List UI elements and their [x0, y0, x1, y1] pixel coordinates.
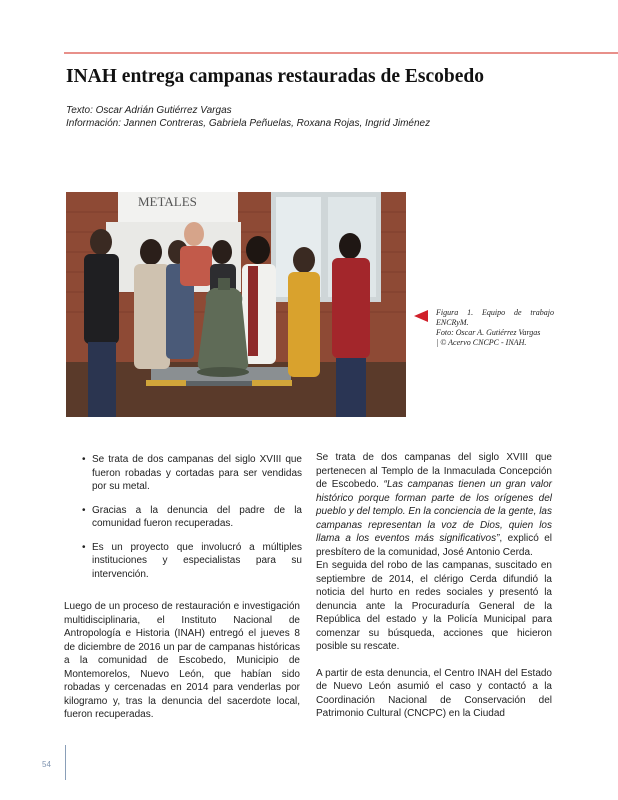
- list-item: • Es un proyecto que involucró a múltiples instituciones y especialistas para su intervención.: [82, 541, 302, 582]
- priest-quote: “Las campanas tienen un gran valor histórico porque forman parte de los orígenes del pueblo y del templo. En la conciencia de la gente, las campanas representan la voz de Dios, quien los llama a los eventos más significativos”: [316, 479, 552, 544]
- page-number: 54: [42, 760, 51, 769]
- paragraph-text: Se trata de dos campanas del siglo XVIII que pertenecen al Templo de la Inmaculada Concepción de Escobedo.: [316, 452, 552, 490]
- article-title: INAH entrega campanas restauradas de Escobedo: [66, 66, 484, 87]
- highlights-list: [82, 453, 302, 591]
- caption-line-4: | © Acervo CNCPC - INAH.: [436, 338, 527, 347]
- paragraph-text: , explicó el presbítero de la comunidad, José Antonio Cerda.: [316, 533, 552, 558]
- caption-pointer-arrow: [414, 310, 428, 322]
- information-credit: Información: Jannen Contreras, Gabriela Peñuelas, Roxana Rojas, Ingrid Jiménez: [66, 118, 431, 129]
- right-column: [316, 451, 552, 721]
- caption-line-1: Figura 1. Equipo de trabajo: [436, 308, 554, 317]
- paragraph-inah-case: A partir de esta denuncia, el Centro INAH del Estado de Nuevo León asumió el caso y contactó a la Coordinación Nacional de Conservación del Patrimonio Cultural (CNCPC) en la Ciudad: [316, 667, 552, 719]
- team-photo-illustration: [66, 192, 406, 417]
- paragraph-bells-origin: [316, 451, 552, 559]
- list-item: • Se trata de dos campanas del siglo XVIII que fueron robadas y cortadas para ser vendidas por su metal.: [82, 453, 302, 494]
- team-photo: [66, 192, 406, 417]
- footer-rule: [65, 745, 66, 780]
- author-credit: Texto: Oscar Adrián Gutiérrez Vargas: [66, 105, 232, 116]
- list-item: • Gracias a la denuncia del padre de la comunidad fueron recuperadas.: [82, 504, 302, 531]
- photo-sign-text: METALES: [138, 194, 197, 209]
- paragraph-theft: En seguida del robo de las campanas, suscitado en septiembre de 2014, el clérigo Cerda difundió la noticia del hurto en redes sociales y presentó la denuncia ante la Procuraduría General de la República del estado y la Policía Municipal para comenzar su búsqueda, acciones que hicieron posible su rescate.: [316, 560, 552, 652]
- intro-paragraph: Luego de un proceso de restauración e investigación multidisciplinaria, el Instituto Nacional de Antropología e Historia (INAH) entregó el jueves 8 de diciembre de 2016 un par de campanas históricas a la comunidad de Escobedo, Municipio de Montemorelos, Nuevo León, que habían sido robadas y cercenadas en 2014 para venderlas por kilogramo y, tras la denuncia del sacerdote local, fueron recuperadas.: [64, 601, 300, 720]
- article-credits: [66, 104, 546, 130]
- caption-line-3: Foto: Oscar A. Gutiérrez Vargas: [436, 328, 541, 337]
- header-rule: [64, 52, 618, 54]
- figure-caption: [436, 308, 554, 348]
- caption-line-2: ENCRyM.: [436, 318, 469, 327]
